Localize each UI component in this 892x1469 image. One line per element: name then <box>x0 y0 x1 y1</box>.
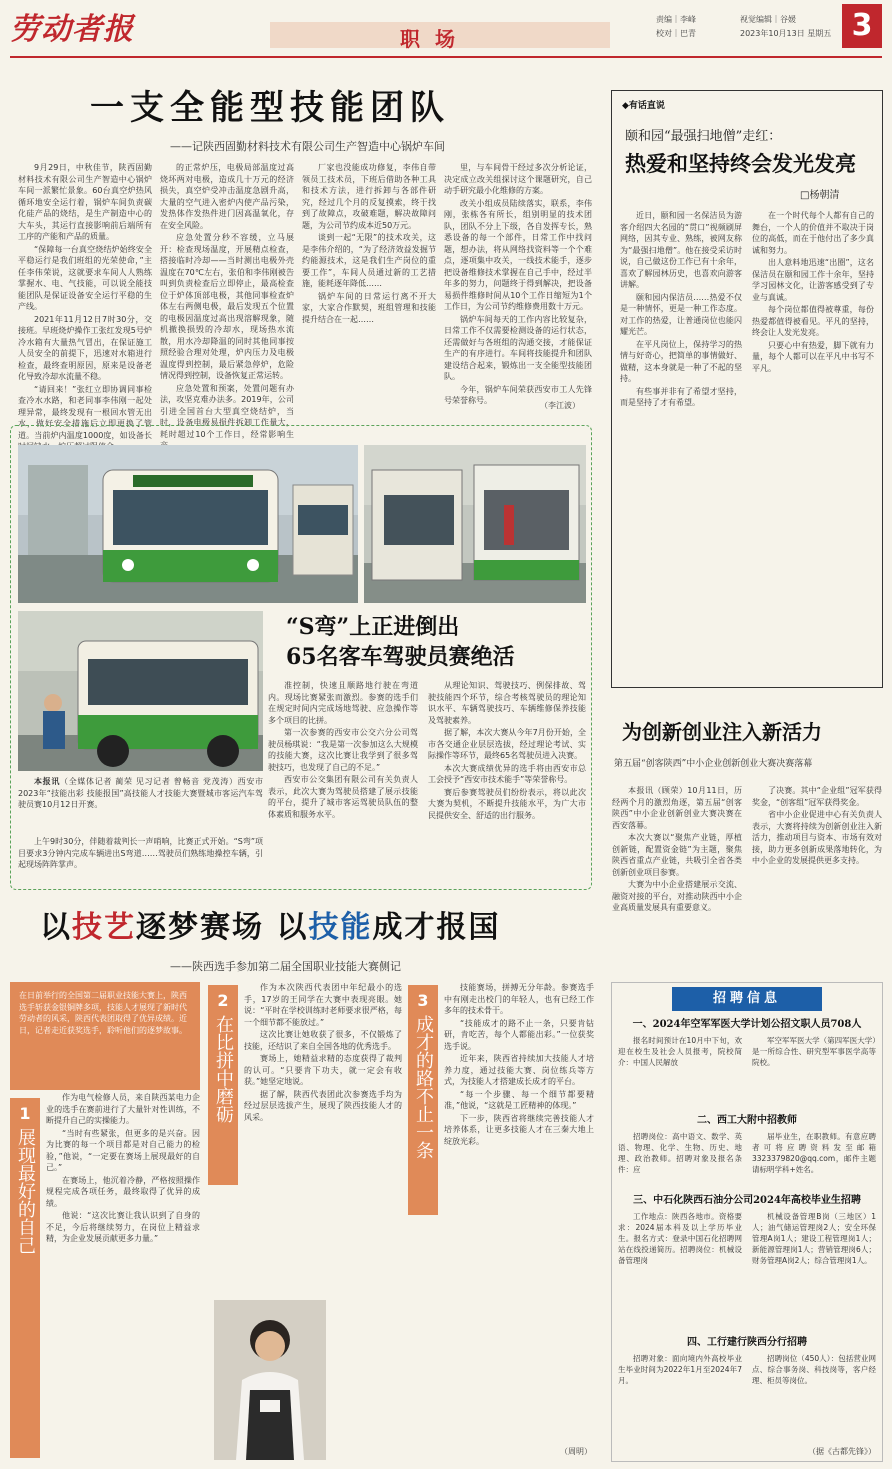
job-detail-right: 军空军军医大学（第四军医大学）是一所综合性、研究型军事医学高等院校。 <box>752 1036 876 1067</box>
masthead <box>0 0 892 64</box>
opinion-title: 热爱和坚持终会发光发亮 <box>625 151 856 176</box>
date-line: 2023年10月13日 星期五 <box>740 29 832 38</box>
article5-subtitle: ——陕西选手参加第二届全国职业技能大赛侧记 <box>170 960 401 973</box>
article5-title-blue2: 能 <box>340 910 373 945</box>
article1-col3 <box>302 162 436 414</box>
paragraph: 准控制，快速且顺路地行驶在弯道内。现场比赛紧张而激烈。参赛的选手们在规定时间内完成场地驾驶、应急操作等多个项目的比拼。 <box>268 681 418 725</box>
article1-subtitle: ——记陕西固勤材料技术有限公司生产智造中心锅炉车间 <box>170 140 445 153</box>
job-item <box>618 1336 876 1426</box>
job-title: 二、西工大附中招教师 <box>697 1115 797 1126</box>
article2-caption-text: （全媒体记者 蔺荣 见习记者 曾畅音 党茂涛）西安市2023年“技能出彩 技能报国”高技能人才技能大赛暨城市客运汽车驾驶员赛10月12日开赛。 <box>18 777 264 809</box>
newspaper-logo: 劳动者报 <box>10 12 134 47</box>
paragraph: 在赛场上，他沉着冷静，严格按照操作规程完成各项任务，最终取得了优异的成绩。 <box>46 1175 200 1208</box>
paragraph: 里，与车间骨干经过多次分析论证，决定成立改关组探讨这个课题研究，自己动手研究最小化维修的方案。 <box>444 163 592 195</box>
sec2-title: 在比拼中磨砺 <box>213 1015 234 1123</box>
paragraph: 作为本次陕西代表团中年纪最小的选手，17岁的王同学在大赛中表现亮眼。她说：“平时在学校训练时老师要求很严格，每一个细节都不能放过。” <box>244 983 402 1027</box>
article5-title-post: 成才报国 <box>372 910 501 945</box>
sec1-number: 1 <box>19 1104 31 1123</box>
article4-subtitle: 第五届“创客陕西”中小企业创新创业大赛决赛落幕 <box>614 759 813 769</box>
paragraph: 只要心中有热爱，脚下就有力量，每个人都可以在平凡中书写不平凡。 <box>752 340 874 373</box>
article5-intro: 在日前举行的全国第二届职业技能大赛上，陕西选手斩获金银铜牌多项，技能人才展现了新时代劳动者的风采，陕西代表团取得了优异成绩。近日，记者走近获奖选手，聆听他们的逐梦故事。 <box>10 982 200 1090</box>
sec3-number: 3 <box>417 991 429 1010</box>
jobs-header: 招聘信息 <box>672 987 822 1011</box>
athlete-illustration <box>214 1300 326 1460</box>
article2-title-line2: 65名客车驾驶员赛绝活 <box>286 644 515 670</box>
job-detail-left: 工作地点：陕西各地市。资格要求：2024届本科及以上学历毕业生。报名方式：登录中国石化招聘网站在线投递简历。招聘岗位：机械设备管理岗 <box>618 1212 742 1265</box>
jobs-list <box>618 1018 876 1438</box>
paragraph: 下一步，陕西省将继续完善技能人才培养体系，让更多技能人才在三秦大地上绽放光彩。 <box>444 1113 594 1146</box>
job-item <box>618 1114 876 1190</box>
article2-title-line1: “S弯”上正进倒出 <box>286 614 460 640</box>
paragraph: 9月29日，中秋佳节，陕西固勤材料技术有限公司生产智造中心锅炉车间一派繁忙景象。60台真空炉热风循环地安全运行着，锅炉车间负责碳化硅产品的烧结，是生产制造中心的大车头，其运行直接影响前后端所有工序的产能和产品的质量。 <box>18 163 152 241</box>
job-detail-left: 招聘对象：面向境内外高校毕业生毕业时间为2022年1月至2024年7月。 <box>618 1354 742 1385</box>
sec2-col <box>244 982 402 1302</box>
paragraph: “每一个步骤、每一个细节都要精准，”他说，“这就是工匠精神的体现。” <box>444 1089 594 1110</box>
sec2-number: 2 <box>217 991 229 1010</box>
paragraph: 的正常炉压，电极局部温度过高烧坏两对电极，造成几十万元的经济损失，真空炉受冲击温度急剧升高，大量的空气进入密炉内使产品污染，发热体作发热件进门因高温氧化，存在安全风险。 <box>160 163 294 230</box>
paragraph: “请回来！”张红立即协调同事检查冷水水路，和老同事李伟刚一起处理异常，最终发现有一根回水管无出水，做好安全措施后立即更换了管道。当前炉内温度1000度，如设备长 <box>18 384 152 440</box>
paragraph: 本次大赛以“聚焦产业链，厚植创新链，配置资金链”为主题，聚焦陕西省重点产业链，共吸引全省各类创新创业项目参赛。 <box>612 833 742 877</box>
article2-left-col <box>18 836 263 886</box>
editor-line1: 责编｜李峰 <box>656 15 696 24</box>
page-number: 3 <box>842 4 882 48</box>
opinion-author: □杨朝清 <box>800 190 840 201</box>
article5-byline: （周明） <box>560 1447 592 1456</box>
sec3-title: 成才的路不止一条 <box>413 1015 434 1159</box>
paragraph: 颐和园内保洁员……热爱不仅是一种情怀，更是一种工作态度。对工作的热爱，让普通岗位也能闪耀光芒。 <box>620 292 742 336</box>
article4-col1 <box>612 785 742 941</box>
article5-title-red2: 艺 <box>104 910 136 945</box>
opinion-col2 <box>752 210 874 680</box>
jobs-credit: （据《古都先锋》） <box>808 1447 876 1456</box>
article1-col1 <box>18 162 152 440</box>
paragraph: 在平凡岗位上，保持学习的热情与好奇心，把简单的事情做好、做精，这本身就是一种了不起的坚持。 <box>620 339 742 383</box>
paragraph: 他说：“这次比赛让我认识到了自身的不足，今后将继续努力，在岗位上精益求精，为企业发展贡献更多力量。” <box>46 1211 200 1243</box>
sec3-sidebar <box>408 985 438 1215</box>
article5-title-red1: 技 <box>72 910 104 945</box>
paragraph: 大赛为中小企业搭建展示交流、融资对接的平台，对推动陕西中小企业高质量发展具有重要意义。 <box>612 880 742 912</box>
paragraph: 今年，锅炉车间荣获西安市工人先锋号荣誉称号。 <box>444 384 592 405</box>
paragraph: 每个岗位都值得被尊重，每份热爱都值得被看见。平凡的坚持，终会让人发光发亮。 <box>752 305 874 337</box>
athlete-photo <box>214 1300 326 1460</box>
job-title: 一、2024年空军军医大学计划公招文职人员708人 <box>632 1019 862 1030</box>
paragraph: 改关小组成员陆续落实，联系，李伟刚，张栋各有所长，组别明显的技术团队，团队不分上下级，各自发挥专长，熟悉设备的每一个部件，日常工作中找问题，想办法，将从网络找资料等一个个难点，逐项集中攻关，一线技术能手，逐步把设备维修技术掌握在自己手中，经过半年多的努力，问题终于得到解决，把设备易损件维修时间从10个工作日缩短为1个工作日，为公司节约维修费用数十万元。 <box>444 198 592 311</box>
article1-byline: （李江波） <box>540 401 580 410</box>
paragraph: 近日，颐和园一名保洁员为游客介绍四大名园的“贯口”视频刷屏网络，因其专业、熟练，被网友称为“最强扫地僧”。他在接受采访时说，自己做这份工作已有十余年，喜欢了解园林历史，也喜欢向游客讲解。 <box>620 211 742 289</box>
section-title: 职 场 <box>400 27 459 51</box>
article4-col2 <box>752 785 882 941</box>
article5-title-pre: 以 <box>40 910 72 945</box>
paragraph: 赛后参赛驾驶员们纷纷表示，将以此次大赛为契机，不断提升技能水平，为广大市民提供安全、舒适的出行服务。 <box>428 787 586 820</box>
paragraph: 应急处置分秒不容缓，立马展开：检查现场温度，开展精点检查，搭接临时冷却——当时测出电极外壳温度在70℃左右，张伯和李伟刚被告叫到负责检查后立即停止，最高检查位于炉体顶部电极，其他同事检查炉体左右两侧电极，最后发现五个位置的电极因温度过高出现溶解现象，随机撤换损毁的冷却水，现场热水流散，用水冷却降温的同时其他同事按照经验合理对处理，炉内压力及电极温度得到控制，最后紧急停炉，危险情况得到控制，设备恢复正常运转。 <box>160 233 294 380</box>
job-item <box>618 1018 876 1110</box>
bus-front-illustration <box>18 445 358 603</box>
bus-engine-illustration <box>364 445 586 603</box>
job-item <box>618 1194 876 1332</box>
paragraph: “技能成才的路不止一条，只要肯钻研，肯吃苦，每个人都能出彩。”一位获奖选手说。 <box>444 1018 594 1051</box>
paragraph: 应急处置和预案，处置问题有办法，攻坚克难办法多。2019年，公司引进全国首台大型真空烧结炉，当时，设备电极易损件拆卸工作量大，耗时超过10个工作日，经常影响生 <box>160 383 294 439</box>
article5-title-mid: 逐梦赛场 以 <box>136 910 309 945</box>
article2-caption-lead: 本报讯 <box>34 777 61 786</box>
paragraph: 厂家也没能成功修复，李伟自带领员工技术员，下班后借助各种工具和技术方法，进行拆卸与各部件研究，经过几个月的反复摸索，终于找到了故障点，攻破难题，解决故障问题，为公司节约成本近50万元。 <box>302 163 436 230</box>
paragraph: 谈到一起“无限”的技术攻关，这是李伟介绍的，“为了经济效益发掘节约能源技术，这是我们生产岗位的重要工作”，车间人员通过新的工艺措施，能耗逐年降低…… <box>302 233 436 288</box>
article1-title: 一支全能型技能团队 <box>90 88 450 128</box>
paragraph: 这次比赛让她收获了很多，不仅锻炼了技能，还结识了来自全国各地的优秀选手。 <box>244 1030 402 1051</box>
job-detail-right: 机械设备管理B岗（三地区）1人；油气储运管理岗2人；安全环保管理A岗1人；建设工程管理岗1人；新能源管理岗1人；营销管理岗6人；财务管理A岗2人；综合管理岗1人。 <box>752 1212 876 1265</box>
paragraph: 据了解，本次大赛从今年7月份开始，全市各交通企业层层选拔，经过理论考试、实际操作等环节，最终65名驾驶员进入决赛。 <box>428 728 586 760</box>
article2-col2 <box>428 680 586 886</box>
mechanic-illustration <box>18 611 263 771</box>
paragraph: 第一次参赛的西安市公交六分公司驾驶员杨琪说：“我是第一次参加这么大规模的技能大赛，这次比赛让我学到了很多驾驶技巧，也发现了自己的不足。” <box>268 728 418 772</box>
paragraph: 赛场上，她精益求精的态度获得了裁判的认可。“只要肯下功夫，就一定会有收获。”她坚定地说。 <box>244 1054 402 1086</box>
article4-title: 为创新创业注入新活力 <box>622 720 822 744</box>
paragraph: 在一个时代每个人都有自己的舞台，一个人的价值并不取决于岗位的高低，而在于他付出了多少真诚和努力。 <box>752 211 874 255</box>
paragraph: “当时有些紧张，但更多的是兴奋。因为比赛的每一个项目都是对自己能力的检验，”他说，“一定要在赛场上展现最好的自己。” <box>46 1128 200 1172</box>
editor-line2: 校对｜巴青 <box>656 29 696 38</box>
paragraph: 2021年11月12日7时30分，交接班。早班烧炉操作工张红发现5号炉冷水箱有大量热气冒出，在保证施工人员安全的前提下，迅速对水箱进行检查，最终查明原因，原来是设备老化导致冷却水流量不稳。 <box>18 314 152 381</box>
paragraph: 锅炉车间每天的工作内容比较复杂，日常工作不仅需要检测设备的运行状态，还需做好与各班组的沟通交接，才能保证生产的有序进行。车间将技能提升和团队建设结合起来，锻炼出一支全能型技能团队。 <box>444 314 592 381</box>
paragraph: 从理论知识、驾驶技巧、例保排故、驾驶技能四个环节，综合考核驾驶员的理论知识水平、车辆驾驶技巧、车辆维修保养技能及驾驶素养。 <box>428 681 586 725</box>
article5-title <box>40 902 600 946</box>
paragraph: 本次大赛成绩优异的选手将由西安市总工会授予“西安市技术能手”等荣誉称号。 <box>428 763 586 784</box>
paragraph: 作为电气检修人员，来自陕西某电力企业的选手在赛前进行了大量针对性训练，不断提升自己的实操能力。 <box>46 1093 200 1125</box>
paragraph: 据了解，陕西代表团此次参赛选手均为经过层层选拔产生，展现了陕西技能人才的风采。 <box>244 1089 402 1122</box>
paragraph: 西安市公交集团有限公司有关负责人表示，此次大赛为驾驶员搭建了展示技能的平台，提升了城市客运驾驶员队伍的整体素质和服务水平。 <box>268 775 418 819</box>
opinion-tag: ◆有话直说 <box>622 101 665 111</box>
job-detail-left: 招聘岗位：高中语文、数学、英语、物理、化学、生物、历史、地理、政治教师。招聘对象及报名条件：应 <box>618 1132 742 1174</box>
visual-editor-line: 视觉编辑｜谷媛 <box>740 15 796 24</box>
article5-title-blue1: 技 <box>308 910 341 945</box>
sec1-sidebar <box>10 1098 40 1458</box>
paragraph: 技能赛场，拼搏无分年龄。参赛选手中有刚走出校门的年轻人，也有已经工作多年的技术骨干。 <box>444 983 594 1015</box>
paragraph: 上午9时30分，伴随着裁判长一声哨响，比赛正式开始。“S弯”项目要求3分钟内完成车辆进出S弯道……驾驶员们熟练地操控车辆，引起现场阵阵掌声。 <box>18 837 263 869</box>
opinion-kicker: 颐和园“最强扫地僧”走红： <box>625 129 782 144</box>
opinion-col1 <box>620 210 742 680</box>
job-title: 三、中石化陕西石油分公司2024年高校毕业生招聘 <box>633 1195 861 1206</box>
article2-col1 <box>268 680 418 886</box>
bus-photo-front <box>18 445 358 603</box>
article1-col4 <box>444 162 592 405</box>
bus-engine-photo <box>364 445 586 603</box>
masthead-rule <box>10 56 882 58</box>
paragraph: 锅炉车间的日常运行离不开大家，大家合作默契，班组管理和技能提升结合在一起…… <box>302 291 436 324</box>
job-detail-left: 报名时间预计在10月中下旬，欢迎在校生及社会人员报考，院校简介：中国人民解放 <box>618 1036 742 1067</box>
paragraph: 近年来，陕西省持续加大技能人才培养力度，通过技能大赛、岗位练兵等方式，为技能人才搭建成长成才的平台。 <box>444 1054 594 1086</box>
paragraph: 省中小企业促进中心有关负责人表示，大赛将持续为创新创业注入新活力，推动项目与资本、市场有效对接，助力更多创新成果落地转化，为中小企业的发展提供更多支持。 <box>752 810 882 865</box>
paragraph: 了决赛。其中“企业组”冠军获得奖金，“创客组”冠军获得奖金。 <box>752 786 882 807</box>
paragraph: 出人意料地迅速“出圈”，这名保洁员在颐和园工作十余年，坚持学习园林文化，让游客感受到了专业与真诚。 <box>752 258 874 302</box>
mechanic-photo <box>18 611 263 771</box>
sec2-sidebar <box>208 985 238 1185</box>
paragraph: 有些事并非有了希望才坚持，而是坚持了才有希望。 <box>620 386 742 407</box>
job-detail-right: 招聘岗位（450人）：包括营业网点、综合事务岗、科技岗等，客户经理、柜员等岗位。 <box>752 1354 876 1385</box>
sec1-col <box>46 1092 200 1460</box>
job-title: 四、工行建行陕西分行招聘 <box>687 1337 807 1348</box>
paragraph: 本报讯（顾荣）10月11日，历经两个月的激烈角逐，第五届“创客陕西”中小企业创新创业大赛决赛在西安落幕。 <box>612 786 742 830</box>
sec1-title: 展现最好的自己 <box>15 1128 36 1254</box>
job-detail-right: 届毕业生，在职教师。有意应聘者可将应聘资料发至邮箱3323379820@qq.com，邮件主题请标明学科+姓名。 <box>752 1132 876 1174</box>
article1-col2 <box>160 162 294 439</box>
sec3-col <box>444 982 594 1444</box>
paragraph: “保障每一台真空烧结炉始终安全平稳运行是我们班组的光荣使命，”主任李伟荣说，这就要求车间人人熟练掌握水、电、气技能，可以说全能技能团队是保证设备安全运行平稳的生产线。 <box>18 244 152 311</box>
